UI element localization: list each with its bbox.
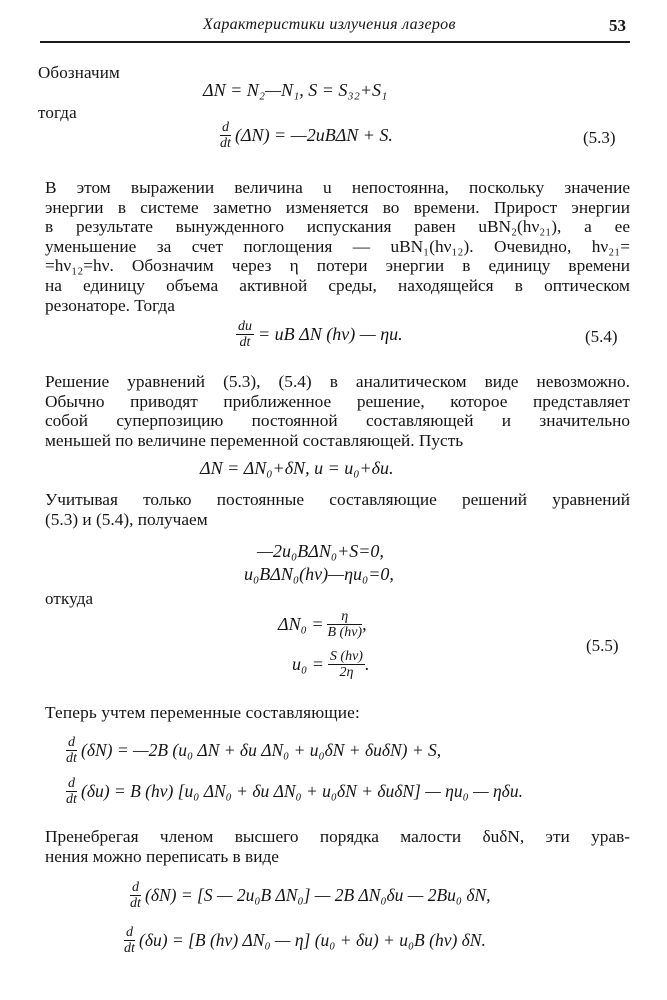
paragraph-3 <box>45 490 630 529</box>
equation-number-5-5: (5.5) <box>586 636 619 655</box>
equation-5-5b: u₀ = $\frac{S (h\nu)}{2\eta}$ . <box>292 649 370 680</box>
equation-linear-2: $\frac{d}{dt}$ (δu) = [B (hν) ΔN₀ — η] (u₀ + δu) + u₀B (hν) δN. <box>124 925 486 956</box>
paragraph-2-line: Обычно приводят приближенное решение, которое представляет <box>45 391 630 411</box>
fraction-d-dt: $\frac{d}{dt}$ <box>66 776 77 807</box>
paragraph-1-line: в результате вынужденного испускания равен uBN₂(hν₂₁), а ее <box>45 217 630 237</box>
fraction-shv-over-2eta: $\frac{S (h\nu)}{2\eta}$ <box>329 649 363 680</box>
paragraph-1-line: резонаторе. Тогда <box>45 295 175 315</box>
paragraph-5-line: Пренебрегая членом высшего порядка малости δuδN, эти урав- <box>45 827 630 846</box>
equation-number-5-4: (5.4) <box>585 327 618 346</box>
equation-variation-1: $\frac{d}{dt}$ (δN) = —2B (u₀ ΔN + δu ΔN₀ + u₀δN + δuδN) + S, <box>66 735 442 766</box>
equation-definitions: ΔN = N₂—N₁, S = S₃₂+S₁ <box>203 80 388 100</box>
paragraph-2-line: меньшей по величине переменной составляющей. Пусть <box>45 430 464 450</box>
equation-variation-2: $\frac{d}{dt}$ (δu) = B (hν) [u₀ ΔN₀ + δu ΔN₀ + u₀δN + δuδN] — ηu₀ — ηδu. <box>66 776 523 807</box>
fraction-d-dt: $\frac{d}{dt}$ <box>124 925 135 956</box>
equation-5-3: $\frac{d}{dt}$ (ΔN) = —2uBΔN + S. <box>220 120 393 151</box>
equation-steady-2: u₀BΔN₀(hν)—ηu₀=0, <box>244 564 394 584</box>
equation-number-5-3: (5.3) <box>583 128 616 147</box>
equation-steady-1: —2u₀BΔN₀+S=0, <box>257 541 384 561</box>
paragraph-4: Теперь учтем переменные составляющие: <box>45 703 360 722</box>
paragraph-2 <box>45 372 630 450</box>
page-number: 53 <box>609 16 626 35</box>
label-oboznachim: Обозначим <box>38 63 120 82</box>
fraction-eta-over-bhv: $\frac{\eta}{B (h\nu)}$ <box>327 609 363 640</box>
equation-linear-1: $\frac{d}{dt}$ (δN) = [S — 2u₀B ΔN₀] — 2B ΔN₀δu — 2Bu₀ δN, <box>130 880 491 911</box>
paragraph-1-line: на единицу объема активной среды, находящейся в оптическом <box>45 275 630 295</box>
paragraph-5-line: нения можно переписать в виде <box>45 846 279 866</box>
equation-perturbation: ΔN = ΔN₀+δN, u = u₀+δu. <box>200 458 394 478</box>
header-rule <box>40 41 630 43</box>
paragraph-3-line: Учитывая только постоянные составляющие решений уравнений <box>45 490 630 509</box>
paragraph-1-line: энергии в системе заметно изменяется во времени. Прирост энергии <box>45 197 630 217</box>
label-otkuda: откуда <box>45 589 94 608</box>
equation-5-4: $\frac{du}{dt}$ = uB ΔN (hν) — ηu. <box>238 319 403 350</box>
label-togda: тогда <box>38 103 77 122</box>
fraction-d-dt: $\frac{d}{dt}$ <box>130 880 141 911</box>
paragraph-5 <box>45 827 630 866</box>
running-header: Характеристики излучения лазеров <box>203 16 456 33</box>
fraction-du-dt: $\frac{du}{dt}$ <box>238 319 252 350</box>
paragraph-2-line: собой суперпозицию постоянной составляющей и значительно <box>45 411 630 431</box>
paragraph-1-line: уменьшение за счет поглощения — uBN₁(hν₁₂). Очевидно, hν₂₁= <box>45 236 630 256</box>
fraction-d-dt: $\frac{d}{dt}$ <box>66 735 77 766</box>
paragraph-2-line: Решение уравнений (5.3), (5.4) в аналитическом виде невозможно. <box>45 372 630 391</box>
paragraph-3-line: (5.3) и (5.4), получаем <box>45 509 208 529</box>
fraction-d-dt: $\frac{d}{dt}$ <box>220 120 231 151</box>
paragraph-1-line: В этом выражении величина u непостоянна, поскольку значение <box>45 178 630 197</box>
equation-5-5a: ΔN₀ = $\frac{\eta}{B (h\nu)}$ , <box>278 609 367 640</box>
paragraph-1-line: =hν₁₂=hν. Обозначим через η потери энергии в единицу времени <box>45 256 630 276</box>
paragraph-1 <box>45 178 630 315</box>
